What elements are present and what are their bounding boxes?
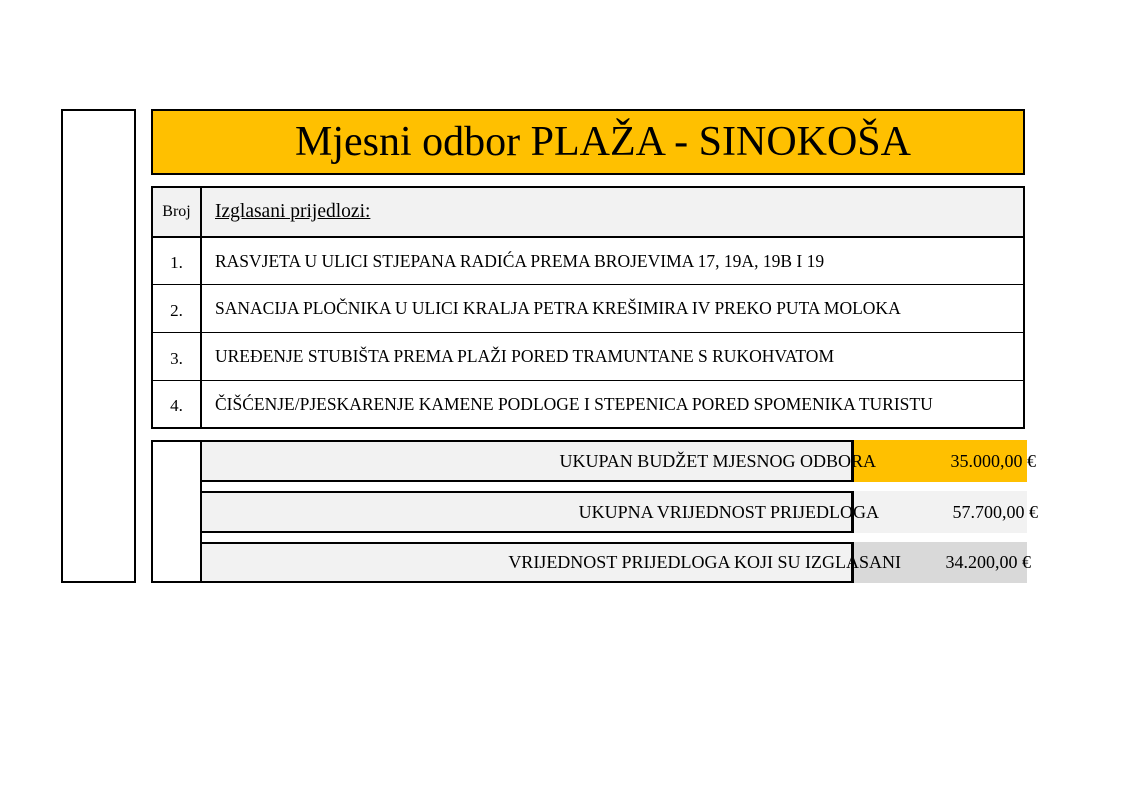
summary-value: 57.700,00 € <box>952 501 1038 522</box>
summary-row-total-proposals <box>200 491 1038 533</box>
column-divider <box>200 285 202 332</box>
summary-value: 34.200,00 € <box>945 552 1031 572</box>
summary-label: UKUPNA VRIJEDNOST PRIJEDLOGA <box>578 501 879 522</box>
table-row <box>153 332 1023 380</box>
table-row <box>153 236 1023 284</box>
header-number-label: Broj <box>162 203 191 220</box>
summary-left-box <box>151 440 202 583</box>
row-number: 3. <box>170 348 183 368</box>
table-row <box>153 284 1023 332</box>
column-divider <box>200 238 202 284</box>
table-row <box>153 380 1023 427</box>
row-proposal-text: SANACIJA PLOČNIKA U ULICI KRALJA PETRA KREŠIMIRA IV PREKO PUTA MOLOKA <box>215 298 901 318</box>
summary-row-total-budget <box>200 440 1036 482</box>
row-proposal-text: ČIŠĆENJE/PJESKARENJE KAMENE PODLOGE I STEPENICA PORED SPOMENIKA TURISTU <box>215 393 933 414</box>
page-title: Mjesni odbor PLAŽA - SINOKOŠA <box>294 119 911 165</box>
left-margin-box <box>61 109 136 583</box>
summary-label: VRIJEDNOST PRIJEDLOGA KOJI SU IZGLASANI <box>508 552 901 572</box>
header-proposals-label: Izglasani prijedlozi: <box>215 201 371 222</box>
proposals-table <box>151 186 1025 429</box>
title-banner <box>151 109 1025 175</box>
column-divider <box>200 188 202 236</box>
summary-row-voted-proposals <box>200 542 1031 583</box>
summary-value: 35.000,00 € <box>950 450 1036 471</box>
row-number: 2. <box>170 300 183 320</box>
column-divider <box>200 333 202 380</box>
row-proposal-text: RASVJETA U ULICI STJEPANA RADIĆA PREMA BROJEVIMA 17, 19A, 19B I 19 <box>215 250 825 271</box>
row-proposal-text: UREĐENJE STUBIŠTA PREMA PLAŽI PORED TRAMUNTANE S RUKOHVATOM <box>215 346 835 366</box>
summary-label: UKUPAN BUDŽET MJESNOG ODBORA <box>559 450 876 471</box>
table-header-row <box>153 188 1023 236</box>
column-divider <box>200 381 202 427</box>
row-number: 1. <box>170 253 183 272</box>
row-number: 4. <box>170 396 183 415</box>
